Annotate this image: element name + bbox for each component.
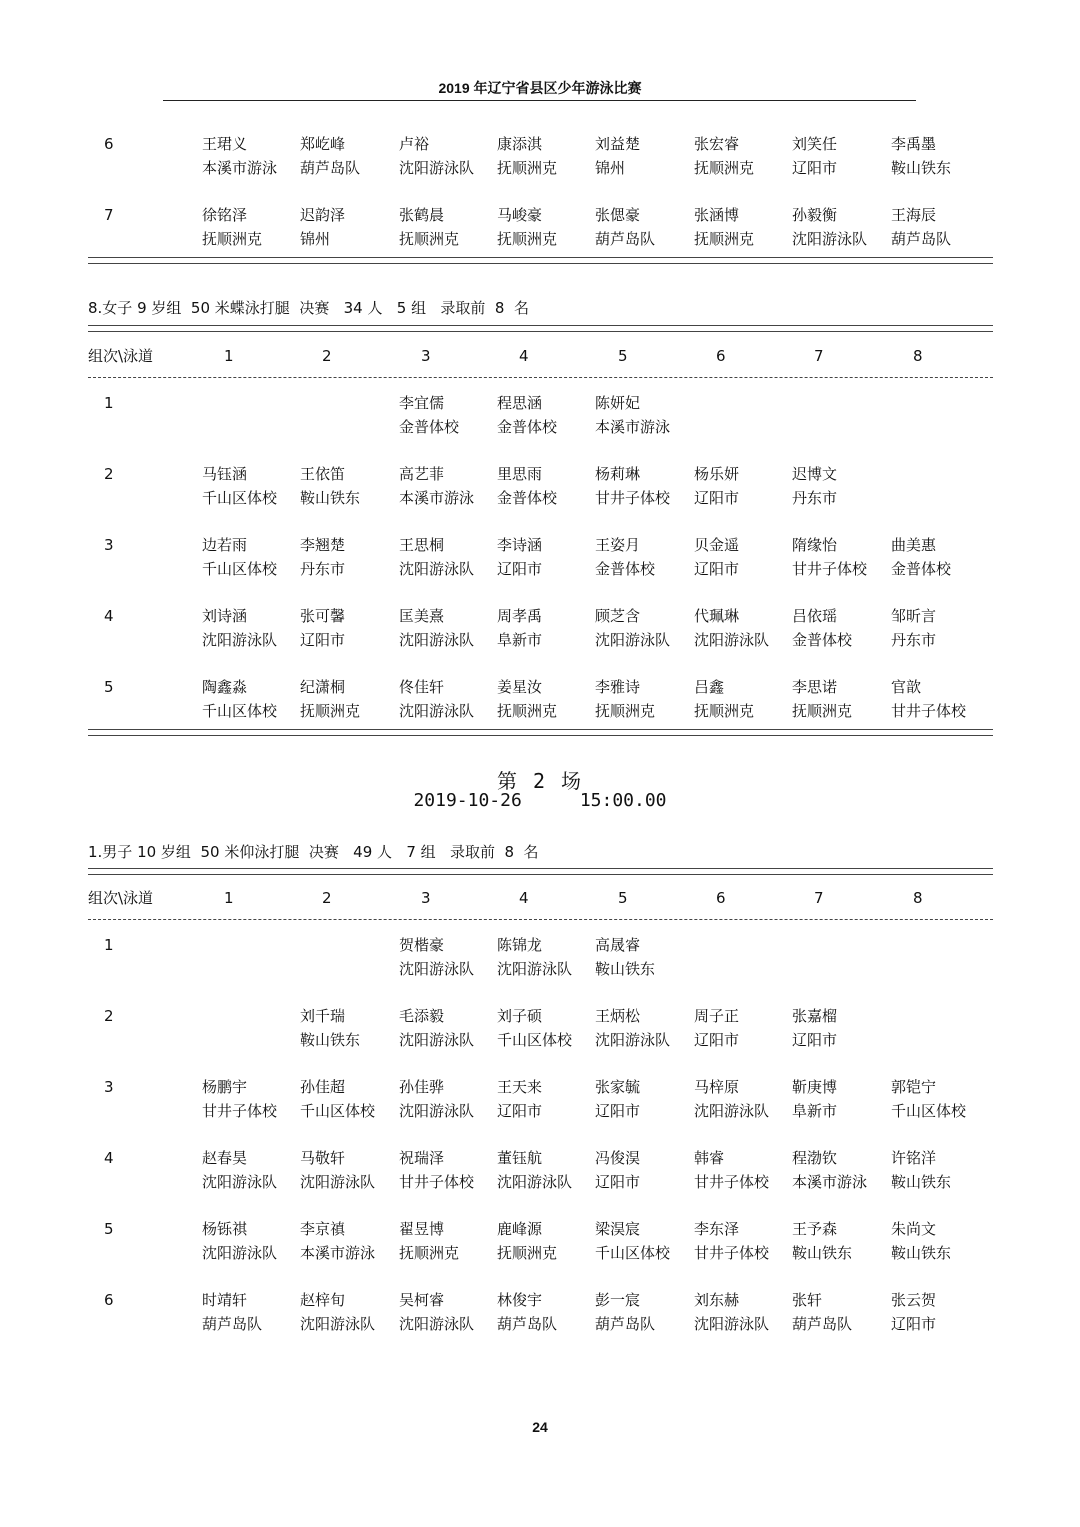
- swimmer-name: 杨莉琳: [595, 465, 641, 483]
- swimmer-team: 甘井子体校: [694, 1173, 770, 1191]
- lane-number: 3: [421, 347, 431, 365]
- swimmer-team: 锦州: [300, 230, 331, 248]
- swimmer-team: 沈阳游泳队: [399, 702, 475, 720]
- swimmer-name: 马敬轩: [300, 1149, 346, 1167]
- swimmer-name: 隋缘怡: [792, 536, 838, 554]
- lane-number: 6: [716, 889, 726, 907]
- swimmer-team: 抚顺洲克: [694, 230, 755, 248]
- swimmer-name: 马钰涵: [202, 465, 248, 483]
- lane-number: 4: [519, 347, 529, 365]
- heat-number: 2: [104, 465, 114, 483]
- swimmer-name: 董钰航: [497, 1149, 543, 1167]
- swimmer-team: 甘井子体校: [202, 1102, 278, 1120]
- heat-group: [88, 675, 993, 723]
- swimmer-name: 李诗涵: [497, 536, 543, 554]
- swimmer-team: 沈阳游泳队: [300, 1173, 376, 1191]
- swimmer-team: 沈阳游泳队: [497, 960, 573, 978]
- swimmer-team: 丹东市: [300, 560, 346, 578]
- swimmer-team: 鞍山铁东: [891, 159, 952, 177]
- swimmer-name: 王思桐: [399, 536, 445, 554]
- swimmer-team: 葫芦岛队: [595, 230, 656, 248]
- swimmer-name: 王炳松: [595, 1007, 641, 1025]
- swimmer-team: 沈阳游泳队: [595, 631, 671, 649]
- swimmer-name: 佟佳轩: [399, 678, 445, 696]
- swimmer-name: 纪潇桐: [300, 678, 346, 696]
- session-time: 15:00.00: [579, 790, 667, 811]
- swimmer-name: 迟韵泽: [300, 206, 346, 224]
- swimmer-team: 葫芦岛队: [792, 1315, 853, 1333]
- swimmer-team: 本溪市游泳: [399, 489, 475, 507]
- page-number: 24: [532, 1419, 548, 1435]
- swimmer-name: 周孝禹: [497, 607, 543, 625]
- heat-number: 6: [104, 1291, 114, 1309]
- swimmer-name: 郭铠宁: [891, 1078, 937, 1096]
- heat-number: 6: [104, 135, 114, 153]
- swimmer-team: 千山区体校: [202, 489, 278, 507]
- swimmer-team: 沈阳游泳队: [497, 1173, 573, 1191]
- swimmer-team: 沈阳游泳队: [399, 159, 475, 177]
- swimmer-team: 本溪市游泳: [202, 159, 278, 177]
- swimmer-team: 辽阳市: [694, 560, 740, 578]
- swimmer-team: 辽阳市: [792, 1031, 838, 1049]
- swimmer-name: 张嘉榴: [792, 1007, 838, 1025]
- heat-group: [88, 933, 993, 981]
- swimmer-name: 陶鑫淼: [202, 678, 248, 696]
- heat-lane-label: 组次\泳道: [88, 889, 154, 907]
- swimmer-team: 沈阳游泳队: [694, 631, 770, 649]
- swimmer-name: 陈妍妃: [595, 394, 641, 412]
- heat-number: 2: [104, 1007, 114, 1025]
- lane-number: 4: [519, 889, 529, 907]
- dashed-rule: [88, 377, 993, 378]
- swimmer-name: 赵春昊: [202, 1149, 248, 1167]
- heat-number: 1: [104, 394, 114, 412]
- swimmer-name: 孙毅衡: [792, 206, 838, 224]
- swimmer-team: 辽阳市: [300, 631, 346, 649]
- swimmer-name: 张可馨: [300, 607, 346, 625]
- swimmer-name: 刘千瑞: [300, 1007, 346, 1025]
- swimmer-team: 千山区体校: [891, 1102, 967, 1120]
- swimmer-name: 翟昱博: [399, 1220, 445, 1238]
- lane-number: 2: [322, 889, 332, 907]
- swimmer-team: 葫芦岛队: [300, 159, 361, 177]
- document-header-title: 2019 年辽宁省县区少年游泳比赛: [438, 80, 642, 96]
- swimmer-name: 鹿峰源: [497, 1220, 543, 1238]
- swimmer-team: 辽阳市: [891, 1315, 937, 1333]
- header-rule: [163, 100, 916, 101]
- swimmer-name: 张涵博: [694, 206, 740, 224]
- swimmer-name: 曲美惠: [891, 536, 937, 554]
- swimmer-name: 吕依瑶: [792, 607, 838, 625]
- heat-group: [88, 132, 993, 180]
- swimmer-name: 杨乐妍: [694, 465, 740, 483]
- swimmer-name: 迟博文: [792, 465, 838, 483]
- swimmer-team: 金普体校: [792, 631, 853, 649]
- swimmer-name: 张轩: [792, 1291, 823, 1309]
- swimmer-name: 高艺菲: [399, 465, 445, 483]
- swimmer-name: 程思涵: [497, 394, 543, 412]
- swimmer-name: 王依笛: [300, 465, 346, 483]
- heat-group: [88, 604, 993, 652]
- swimmer-team: 千山区体校: [202, 560, 278, 578]
- swimmer-team: 沈阳游泳队: [399, 960, 475, 978]
- heat-group: [88, 1288, 993, 1336]
- lane-number: 7: [814, 347, 824, 365]
- double-rule: [88, 257, 993, 264]
- swimmer-name: 边若雨: [202, 536, 248, 554]
- swimmer-team: 葫芦岛队: [497, 1315, 558, 1333]
- lane-number: 3: [421, 889, 431, 907]
- swimmer-team: 葫芦岛队: [595, 1315, 656, 1333]
- swimmer-name: 贺楷豪: [399, 936, 445, 954]
- swimmer-name: 孙佳骅: [399, 1078, 445, 1096]
- swimmer-name: 张鹤晨: [399, 206, 445, 224]
- swimmer-name: 程渤钦: [792, 1149, 838, 1167]
- swimmer-team: 沈阳游泳队: [202, 1173, 278, 1191]
- swimmer-name: 梁淏宸: [595, 1220, 641, 1238]
- swimmer-name: 徐铭泽: [202, 206, 248, 224]
- swimmer-team: 阜新市: [497, 631, 543, 649]
- swimmer-team: 丹东市: [891, 631, 937, 649]
- swimmer-team: 沈阳游泳队: [399, 1315, 475, 1333]
- swimmer-name: 陈锦龙: [497, 936, 543, 954]
- swimmer-name: 刘东赫: [694, 1291, 740, 1309]
- heat-group: [88, 462, 993, 510]
- swimmer-team: 抚顺洲克: [595, 702, 656, 720]
- swimmer-team: 抚顺洲克: [497, 702, 558, 720]
- heat-group: [88, 1004, 993, 1052]
- swimmer-team: 沈阳游泳队: [694, 1102, 770, 1120]
- swimmer-name: 李宜儒: [399, 394, 445, 412]
- double-rule: [88, 729, 993, 736]
- swimmer-name: 吴柯睿: [399, 1291, 445, 1309]
- swimmer-team: 抚顺洲克: [399, 230, 460, 248]
- swimmer-name: 官歆: [891, 678, 922, 696]
- swimmer-name: 张云贺: [891, 1291, 937, 1309]
- swimmer-team: 沈阳游泳队: [202, 631, 278, 649]
- swimmer-team: 抚顺洲克: [694, 702, 755, 720]
- lane-number: 1: [224, 889, 234, 907]
- lane-number: 8: [913, 889, 923, 907]
- swimmer-team: 沈阳游泳队: [202, 1244, 278, 1262]
- swimmer-name: 王珺义: [202, 135, 248, 153]
- swimmer-name: 贝金遥: [694, 536, 740, 554]
- event-title: 1.男子 10 岁组 50 米仰泳打腿 决赛 49 人 7 组 录取前 8 名: [88, 843, 539, 861]
- swimmer-team: 甘井子体校: [891, 702, 967, 720]
- swimmer-name: 王姿月: [595, 536, 641, 554]
- swimmer-team: 抚顺洲克: [202, 230, 263, 248]
- swimmer-name: 祝瑞泽: [399, 1149, 445, 1167]
- swimmer-name: 康添淇: [497, 135, 543, 153]
- swimmer-name: 朱尚文: [891, 1220, 937, 1238]
- swimmer-name: 王天来: [497, 1078, 543, 1096]
- swimmer-team: 鞍山铁东: [300, 489, 361, 507]
- swimmer-team: 辽阳市: [694, 1031, 740, 1049]
- lane-header-row: [88, 886, 993, 910]
- swimmer-name: 刘益楚: [595, 135, 641, 153]
- swimmer-team: 抚顺洲克: [497, 159, 558, 177]
- swimmer-team: 辽阳市: [694, 489, 740, 507]
- swimmer-team: 本溪市游泳: [595, 418, 671, 436]
- swimmer-team: 沈阳游泳队: [694, 1315, 770, 1333]
- swimmer-team: 丹东市: [792, 489, 838, 507]
- swimmer-name: 冯俊淏: [595, 1149, 641, 1167]
- swimmer-team: 辽阳市: [595, 1102, 641, 1120]
- heat-lane-label: 组次\泳道: [88, 347, 154, 365]
- swimmer-team: 抚顺洲克: [792, 702, 853, 720]
- swimmer-team: 沈阳游泳队: [595, 1031, 671, 1049]
- swimmer-name: 赵梓旬: [300, 1291, 346, 1309]
- swimmer-name: 张家毓: [595, 1078, 641, 1096]
- swimmer-name: 刘子硕: [497, 1007, 543, 1025]
- swimmer-team: 金普体校: [497, 418, 558, 436]
- heat-group: [88, 533, 993, 581]
- swimmer-name: 李禹墨: [891, 135, 937, 153]
- swimmer-team: 千山区体校: [497, 1031, 573, 1049]
- swimmer-name: 马梓原: [694, 1078, 740, 1096]
- swimmer-team: 金普体校: [399, 418, 460, 436]
- lane-number: 5: [618, 347, 628, 365]
- swimmer-name: 匡美熹: [399, 607, 445, 625]
- lane-number: 5: [618, 889, 628, 907]
- swimmer-team: 抚顺洲克: [497, 1244, 558, 1262]
- swimmer-name: 刘笑任: [792, 135, 838, 153]
- lane-number: 6: [716, 347, 726, 365]
- swimmer-name: 刘诗涵: [202, 607, 248, 625]
- dashed-rule: [88, 919, 993, 920]
- swimmer-team: 本溪市游泳: [792, 1173, 868, 1191]
- heat-number: 4: [104, 1149, 114, 1167]
- swimmer-team: 沈阳游泳队: [399, 1102, 475, 1120]
- swimmer-team: 金普体校: [891, 560, 952, 578]
- swimmer-name: 姜星汝: [497, 678, 543, 696]
- swimmer-name: 韩睿: [694, 1149, 725, 1167]
- swimmer-team: 辽阳市: [497, 1102, 543, 1120]
- heat-number: 5: [104, 1220, 114, 1238]
- swimmer-name: 张偲豪: [595, 206, 641, 224]
- session-datetime: [0, 790, 1080, 811]
- swimmer-name: 马峻豪: [497, 206, 543, 224]
- heat-number: 7: [104, 206, 114, 224]
- swimmer-team: 沈阳游泳队: [300, 1315, 376, 1333]
- session-date: 2019-10-26: [413, 790, 522, 811]
- double-rule: [88, 868, 993, 875]
- swimmer-name: 许铭洋: [891, 1149, 937, 1167]
- swimmer-name: 里思雨: [497, 465, 543, 483]
- swimmer-name: 吕鑫: [694, 678, 725, 696]
- session-title: 第 2 场: [496, 769, 584, 793]
- heat-number: 1: [104, 936, 114, 954]
- swimmer-name: 卢裕: [399, 135, 430, 153]
- heat-group: [88, 1075, 993, 1123]
- swimmer-team: 抚顺洲克: [300, 702, 361, 720]
- swimmer-name: 邹昕言: [891, 607, 937, 625]
- swimmer-team: 辽阳市: [792, 159, 838, 177]
- heat-group: [88, 203, 993, 251]
- swimmer-team: 甘井子体校: [792, 560, 868, 578]
- swimmer-name: 时靖轩: [202, 1291, 248, 1309]
- swimmer-team: 鞍山铁东: [792, 1244, 853, 1262]
- heat-group: [88, 391, 993, 439]
- swimmer-team: 千山区体校: [300, 1102, 376, 1120]
- swimmer-name: 孙佳超: [300, 1078, 346, 1096]
- swimmer-team: 抚顺洲克: [694, 159, 755, 177]
- swimmer-name: 王海辰: [891, 206, 937, 224]
- swimmer-name: 李东泽: [694, 1220, 740, 1238]
- swimmer-team: 沈阳游泳队: [399, 560, 475, 578]
- heat-group: [88, 1217, 993, 1265]
- event-title: 8.女子 9 岁组 50 米蝶泳打腿 决赛 34 人 5 组 录取前 8 名: [88, 299, 530, 317]
- swimmer-name: 周子正: [694, 1007, 740, 1025]
- lane-header-row: [88, 344, 993, 368]
- swimmer-team: 沈阳游泳队: [399, 631, 475, 649]
- swimmer-name: 靳庚博: [792, 1078, 838, 1096]
- heat-number: 4: [104, 607, 114, 625]
- swimmer-team: 葫芦岛队: [891, 230, 952, 248]
- swimmer-team: 辽阳市: [497, 560, 543, 578]
- swimmer-name: 李翘楚: [300, 536, 346, 554]
- lane-number: 1: [224, 347, 234, 365]
- swimmer-name: 杨鹏宇: [202, 1078, 248, 1096]
- heat-group: [88, 1146, 993, 1194]
- swimmer-team: 锦州: [595, 159, 626, 177]
- double-rule: [88, 325, 993, 332]
- swimmer-team: 千山区体校: [595, 1244, 671, 1262]
- swimmer-team: 鞍山铁东: [891, 1244, 952, 1262]
- swimmer-name: 彭一宸: [595, 1291, 641, 1309]
- swimmer-team: 金普体校: [497, 489, 558, 507]
- swimmer-name: 李思诺: [792, 678, 838, 696]
- swimmer-team: 葫芦岛队: [202, 1315, 263, 1333]
- swimmer-name: 林俊宇: [497, 1291, 543, 1309]
- swimmer-team: 鞍山铁东: [891, 1173, 952, 1191]
- swimmer-team: 抚顺洲克: [399, 1244, 460, 1262]
- swimmer-name: 顾芝含: [595, 607, 641, 625]
- swimmer-name: 李京禛: [300, 1220, 346, 1238]
- lane-number: 7: [814, 889, 824, 907]
- swimmer-team: 辽阳市: [595, 1173, 641, 1191]
- swimmer-team: 甘井子体校: [595, 489, 671, 507]
- swimmer-name: 高晟睿: [595, 936, 641, 954]
- lane-number: 8: [913, 347, 923, 365]
- swimmer-team: 阜新市: [792, 1102, 838, 1120]
- swimmer-team: 鞍山铁东: [595, 960, 656, 978]
- lane-number: 2: [322, 347, 332, 365]
- heat-number: 5: [104, 678, 114, 696]
- swimmer-team: 金普体校: [595, 560, 656, 578]
- heat-number: 3: [104, 536, 114, 554]
- swimmer-name: 郑屹峰: [300, 135, 346, 153]
- swimmer-team: 沈阳游泳队: [399, 1031, 475, 1049]
- swimmer-team: 本溪市游泳: [300, 1244, 376, 1262]
- swimmer-team: 鞍山铁东: [300, 1031, 361, 1049]
- swimmer-name: 王予森: [792, 1220, 838, 1238]
- swimmer-team: 甘井子体校: [694, 1244, 770, 1262]
- swimmer-name: 李雅诗: [595, 678, 641, 696]
- swimmer-team: 沈阳游泳队: [792, 230, 868, 248]
- swimmer-name: 张宏睿: [694, 135, 740, 153]
- swimmer-name: 杨铄祺: [202, 1220, 248, 1238]
- swimmer-team: 甘井子体校: [399, 1173, 475, 1191]
- swimmer-name: 代珮琳: [694, 607, 740, 625]
- heat-number: 3: [104, 1078, 114, 1096]
- swimmer-team: 抚顺洲克: [497, 230, 558, 248]
- swimmer-name: 毛添毅: [399, 1007, 445, 1025]
- swimmer-team: 千山区体校: [202, 702, 278, 720]
